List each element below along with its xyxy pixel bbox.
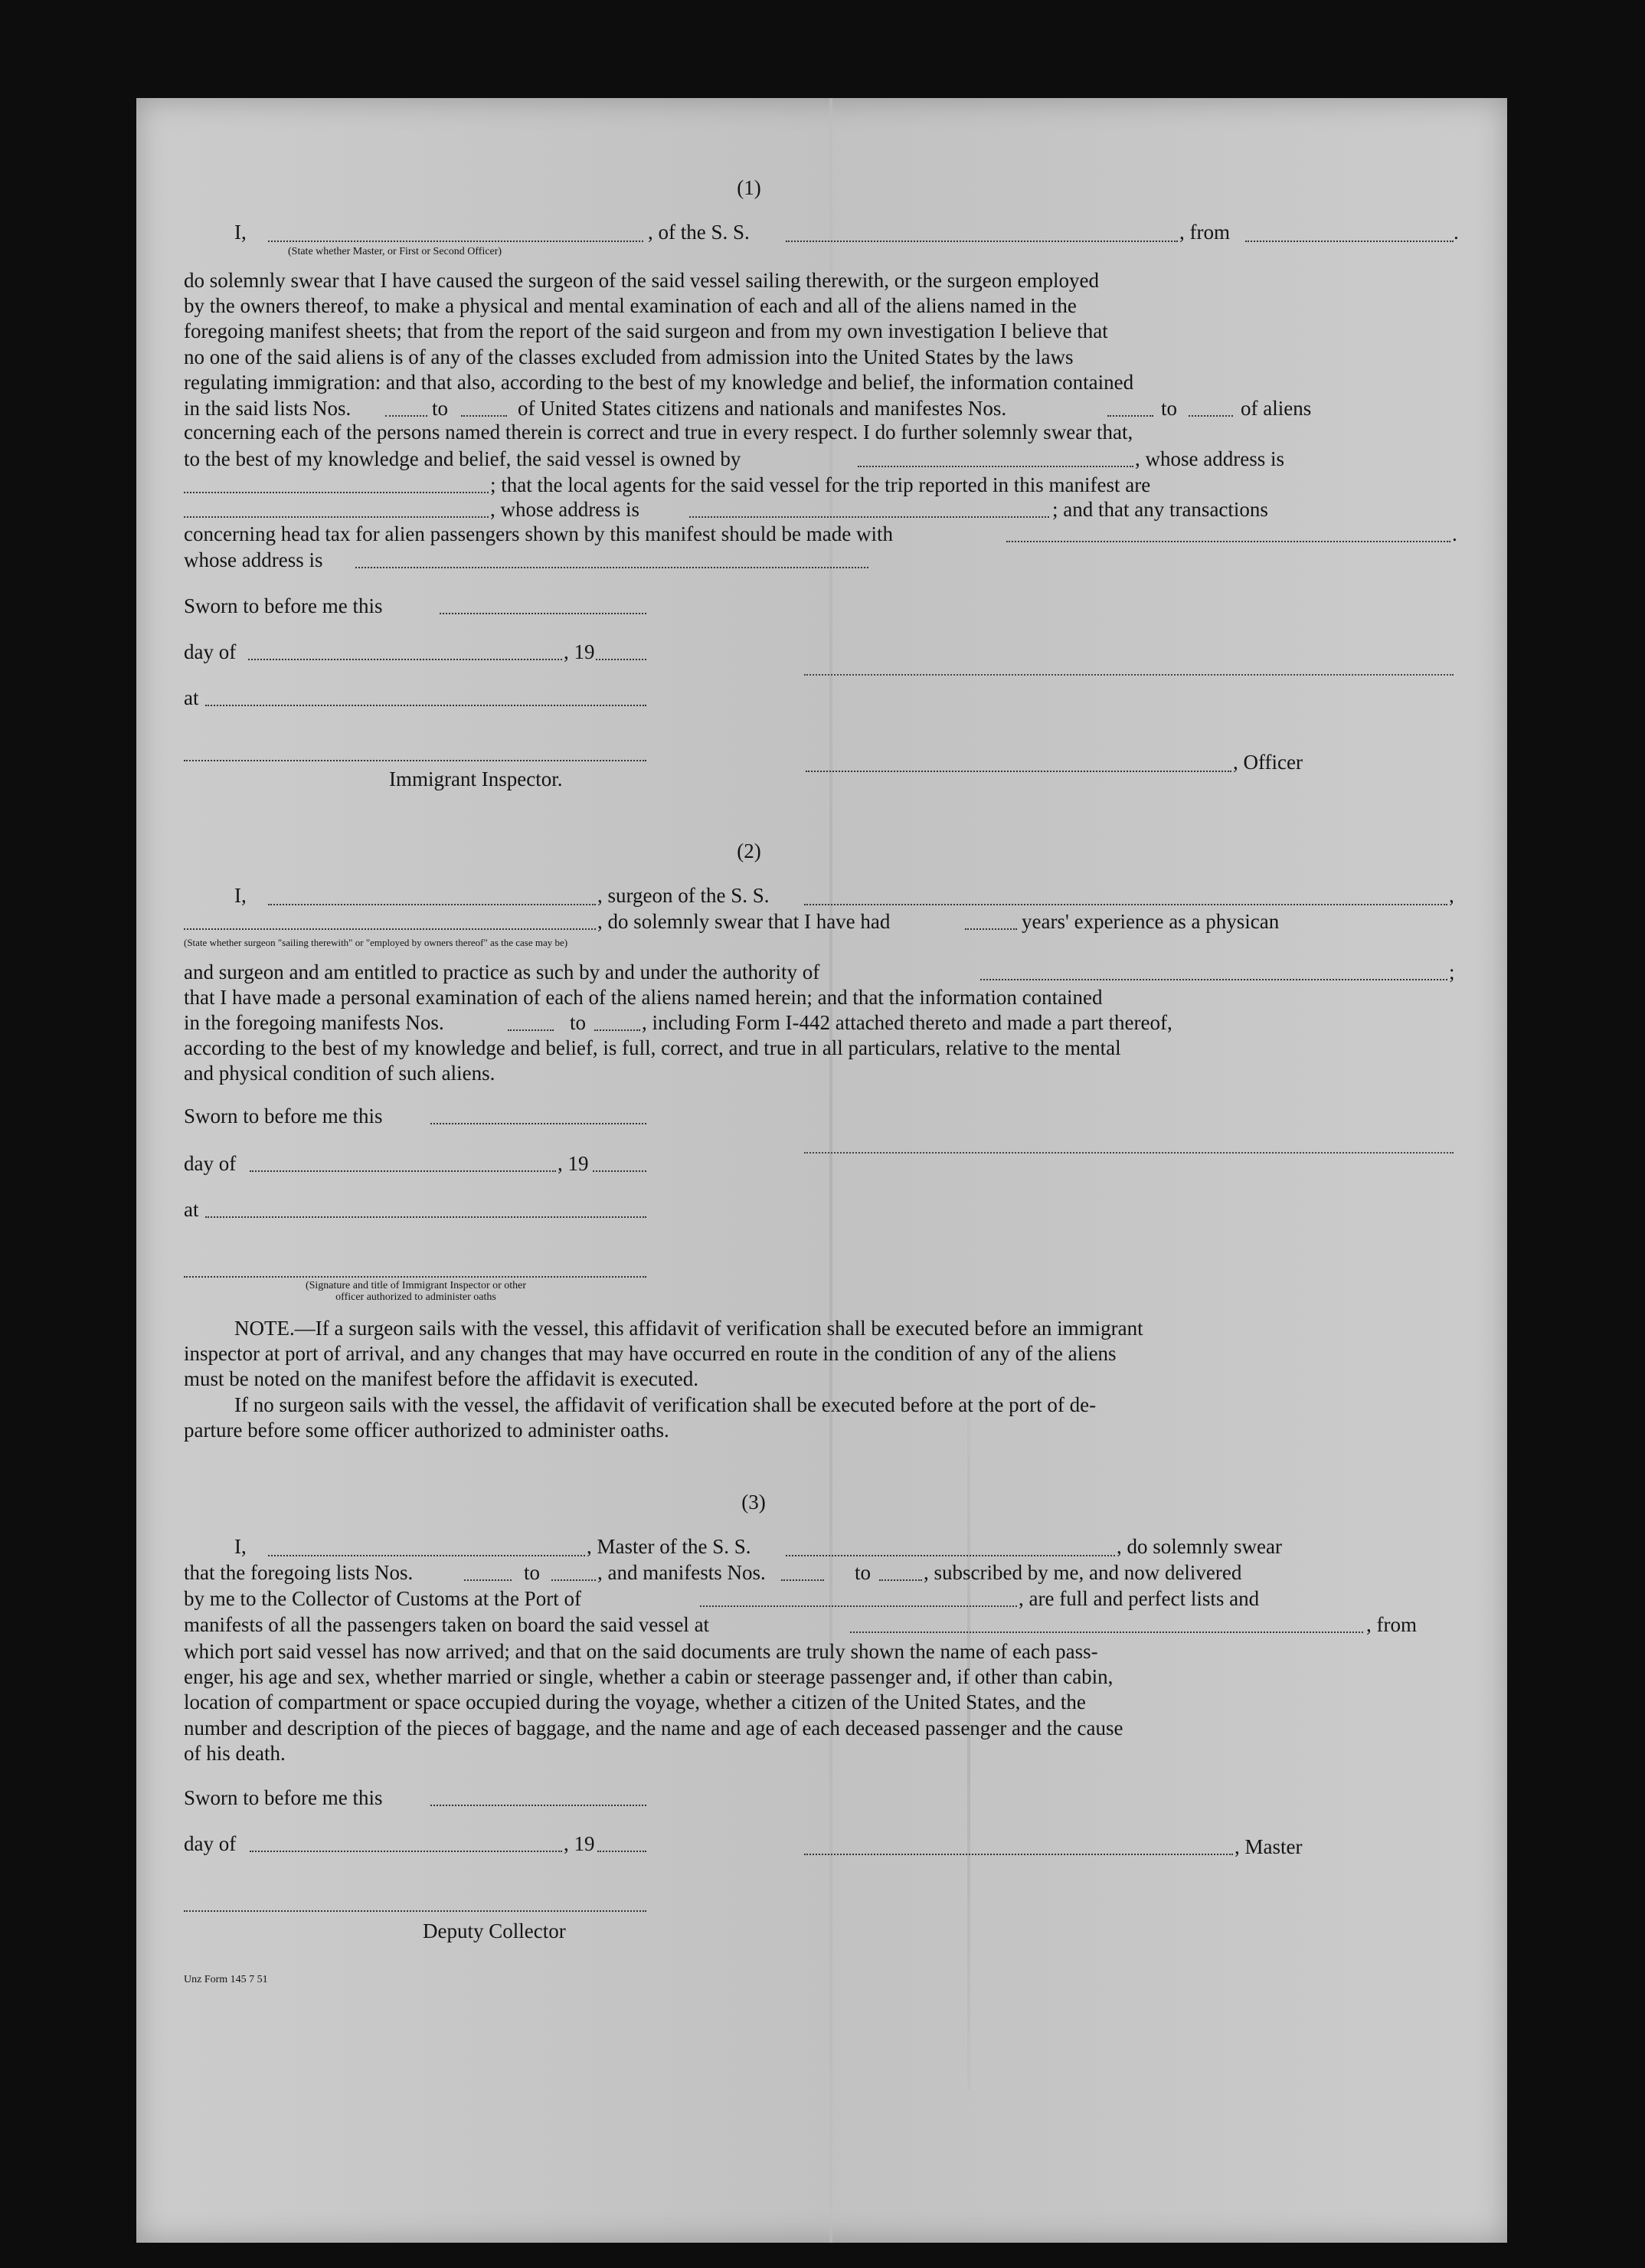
month-field[interactable]	[250, 1170, 556, 1172]
collector-label: by me to the Collector of Customs at the Port of	[184, 1587, 581, 1610]
swear-had-label: , do solemnly swear that I have had	[597, 910, 891, 933]
master-signature-field[interactable]	[804, 1854, 1233, 1855]
concerning-line: concerning each of the persons named therein is correct and true in every respect. I do further solemnly swear that,	[184, 421, 1133, 443]
at-label: at	[184, 1198, 199, 1221]
sworn-label: Sworn to before me this	[184, 1105, 383, 1127]
agents-address-field[interactable]	[689, 516, 1049, 518]
lists-to-field[interactable]	[551, 1579, 596, 1581]
manifests-from-field[interactable]	[1107, 415, 1153, 417]
manifests-label: , and manifests Nos.	[597, 1561, 766, 1584]
master-of-label: , Master of the S. S.	[587, 1535, 751, 1558]
owner-field[interactable]	[858, 466, 1133, 467]
day-of-label: day of	[184, 1832, 237, 1855]
signature-note-line: officer authorized to administer oaths	[335, 1291, 496, 1303]
master-name-field[interactable]	[268, 1555, 585, 1556]
full-lists-label: , are full and perfect lists and	[1019, 1587, 1260, 1610]
body-line: according to the best of my knowledge and belief, is full, correct, and true in all particulars, relative to the mental	[184, 1036, 1121, 1059]
owner-address-field[interactable]	[184, 492, 489, 493]
inspector-signature-field[interactable]	[184, 1276, 646, 1278]
of-aliens-label: of aliens	[1241, 397, 1312, 420]
form-i442-label: , including Form I-442 attached thereto and made a part thereof,	[642, 1011, 1172, 1034]
belief-line	[184, 1036, 1455, 1086]
section-number: (3)	[741, 1491, 766, 1514]
period: .	[1452, 522, 1457, 545]
form-id: Unz Form 145 7 51	[184, 1974, 268, 1985]
month-field[interactable]	[248, 659, 562, 660]
lists-label: in the said lists Nos.	[184, 397, 352, 420]
years-experience-label: years' experience as a physican	[1022, 910, 1280, 933]
manifests-at-label: manifests of all the passengers taken on board the said vessel at	[184, 1613, 710, 1636]
port-field[interactable]	[700, 1605, 1017, 1607]
body-line: no one of the said aliens is of any of the classes excluded from admission into the United States by the laws	[184, 345, 1074, 368]
note-block	[184, 1316, 1455, 1443]
at-place-field[interactable]	[205, 705, 646, 706]
document-page	[136, 98, 1507, 2243]
oath-body	[184, 268, 1455, 395]
surgeon-vessel-field[interactable]	[804, 904, 1447, 905]
note-line: must be noted on the manifest before the affidavit is executed.	[184, 1367, 699, 1391]
body-line: and physical condition of such aliens.	[184, 1062, 495, 1085]
manifests-to-label: to	[1161, 397, 1178, 420]
signature-note-line: (Signature and title of Immigrant Inspector or other	[305, 1280, 527, 1291]
year-field[interactable]	[596, 659, 646, 660]
sworn-day-field[interactable]	[430, 1123, 646, 1124]
year-field[interactable]	[593, 1170, 646, 1172]
master-label: , Master	[1235, 1835, 1303, 1858]
sworn-day-field[interactable]	[440, 613, 646, 614]
note-line: parture before some officer authorized to administer oaths.	[184, 1418, 669, 1442]
manifests-to-label: to	[855, 1561, 872, 1584]
lists-from-field[interactable]	[385, 415, 427, 417]
signature-note	[244, 1281, 588, 1303]
section-number: (2)	[737, 839, 761, 862]
note-line: If no surgeon sails with the vessel, the affidavit of verification shall be executed before at the port of de-	[234, 1393, 1097, 1416]
deputy-signature-field[interactable]	[184, 1910, 646, 1912]
lists-to-label: to	[432, 397, 449, 420]
oath-lead-i: I,	[234, 884, 247, 907]
authority-field[interactable]	[980, 979, 1447, 980]
whose-address-label: , whose address is	[1135, 447, 1284, 470]
surgeon-signature-line[interactable]	[804, 1152, 1454, 1154]
lists-from-field[interactable]	[464, 1579, 512, 1581]
day-of-label: day of	[184, 1152, 237, 1175]
sworn-day-field[interactable]	[430, 1805, 646, 1806]
lists-to-label: to	[524, 1561, 541, 1584]
surgeon-manifest-to[interactable]	[594, 1029, 640, 1031]
owned-by-label: to the best of my knowledge and belief, the said vessel is owned by	[184, 447, 741, 470]
note-line: inspector at port of arrival, and any changes that may have occurred en route in the condition of any of the aliens	[184, 1342, 1117, 1366]
deputy-collector-label: Deputy Collector	[423, 1919, 566, 1942]
period: .	[1454, 221, 1459, 244]
body-line: number and description of the pieces of baggage, and the name and age of each deceased passenger and the cause	[184, 1716, 1123, 1739]
note-line: NOTE.—If a surgeon sails with the vessel, this affidavit of verification shall be executed before an immigrant	[234, 1317, 1143, 1340]
from-label: , from	[1179, 221, 1230, 244]
immigrant-inspector-label: Immigrant Inspector.	[389, 767, 563, 790]
from-label: , from	[1366, 1613, 1417, 1636]
sworn-label: Sworn to before me this	[184, 594, 383, 617]
vessel-name-field[interactable]	[786, 241, 1178, 242]
local-agents-label: ; that the local agents for the said vessel for the trip reported in this manifest are	[490, 473, 1151, 496]
years-experience-field[interactable]	[965, 928, 1017, 930]
citizens-label: of United States citizens and nationals and manifestes Nos.	[518, 397, 1007, 420]
at-label: at	[184, 686, 199, 709]
sworn-label: Sworn to before me this	[184, 1786, 383, 1809]
transactions-label: ; and that any transactions	[1052, 498, 1268, 521]
year-label: , 19	[558, 1152, 589, 1175]
of-the-ss-label: , of the S. S.	[648, 221, 750, 244]
departure-port-field[interactable]	[1245, 241, 1454, 242]
surgeon-note: (State whether surgeon "sailing therewith" or "employed by owners thereof" as the case may be)	[184, 937, 568, 948]
comma: ,	[1449, 884, 1454, 907]
officer-label: , Officer	[1233, 751, 1303, 774]
body-line: regulating immigration: and that also, according to the best of my knowledge and belief, the information contained	[184, 370, 1134, 394]
officer-name-field[interactable]	[268, 241, 643, 242]
headtax-address-field[interactable]	[355, 567, 868, 568]
surgeon-name-field[interactable]	[268, 904, 596, 905]
surgeon-type-field[interactable]	[184, 928, 596, 930]
whose-address-label-2: whose address is	[184, 548, 323, 571]
headtax-label: concerning head tax for alien passengers shown by this manifest should be made with	[184, 522, 894, 545]
body-line: foregoing manifest sheets; that from the report of the said surgeon and from my own investigation I believe that	[184, 319, 1108, 343]
manifests-from-field[interactable]	[781, 1579, 824, 1581]
surgeon-to-label: to	[570, 1011, 587, 1034]
body-line: of his death.	[184, 1741, 286, 1765]
boarding-port-field[interactable]	[850, 1631, 1363, 1633]
year-label: , 19	[564, 640, 595, 663]
oath-lead-i: I,	[234, 221, 247, 244]
manifests-to-field[interactable]	[879, 1579, 922, 1581]
foregoing-label: in the foregoing manifests Nos.	[184, 1011, 444, 1034]
semicolon: ;	[1449, 961, 1455, 983]
swear-label: , do solemnly swear	[1117, 1535, 1282, 1558]
year-label: , 19	[564, 1832, 595, 1855]
oath-lead-i: I,	[234, 1535, 247, 1558]
at-place-field[interactable]	[205, 1216, 646, 1218]
body-line: location of compartment or space occupied during the voyage, whether a citizen of the United States, and the	[184, 1690, 1086, 1714]
body-line: enger, his age and sex, whether married or single, whether a cabin or steerage passenger and, if other than cabin,	[184, 1665, 1114, 1689]
lists-to-field[interactable]	[461, 415, 507, 417]
examined-line: that I have made a personal examination of each of the aliens named herein; and that the information contained	[184, 986, 1103, 1009]
authority-label: and surgeon and am entitled to practice as such by and under the authority of	[184, 961, 820, 983]
master-vessel-field[interactable]	[786, 1555, 1115, 1556]
section-number: (1)	[737, 176, 761, 199]
headtax-field[interactable]	[1006, 541, 1450, 542]
body-line: by the owners thereof, to make a physical and mental examination of each and all of the aliens named in the	[184, 294, 1077, 318]
day-of-label: day of	[184, 640, 237, 663]
agents-address-label: , whose address is	[490, 498, 639, 521]
inspector-signature-field[interactable]	[184, 760, 646, 761]
subscribed-label: , subscribed by me, and now delivered	[924, 1561, 1242, 1584]
officer-name-line[interactable]	[806, 771, 1231, 772]
surgeon-manifest-from[interactable]	[508, 1029, 554, 1031]
officer-signature-line[interactable]	[804, 674, 1454, 676]
lists-label: that the foregoing lists Nos.	[184, 1561, 414, 1584]
agents-field[interactable]	[184, 516, 489, 518]
body-line: which port said vessel has now arrived; and that on the said documents are truly shown the name of each pass-	[184, 1640, 1098, 1663]
surgeon-of-label: , surgeon of the S. S.	[597, 884, 770, 907]
oath-body	[184, 1639, 1455, 1766]
body-line: do solemnly swear that I have caused the surgeon of the said vessel sailing therewith, or the surgeon employed	[184, 269, 1099, 292]
month-field[interactable]	[250, 1851, 562, 1852]
manifests-to-field[interactable]	[1189, 415, 1233, 417]
year-field[interactable]	[597, 1851, 646, 1852]
officer-note: (State whether Master, or First or Second Officer)	[288, 246, 502, 257]
